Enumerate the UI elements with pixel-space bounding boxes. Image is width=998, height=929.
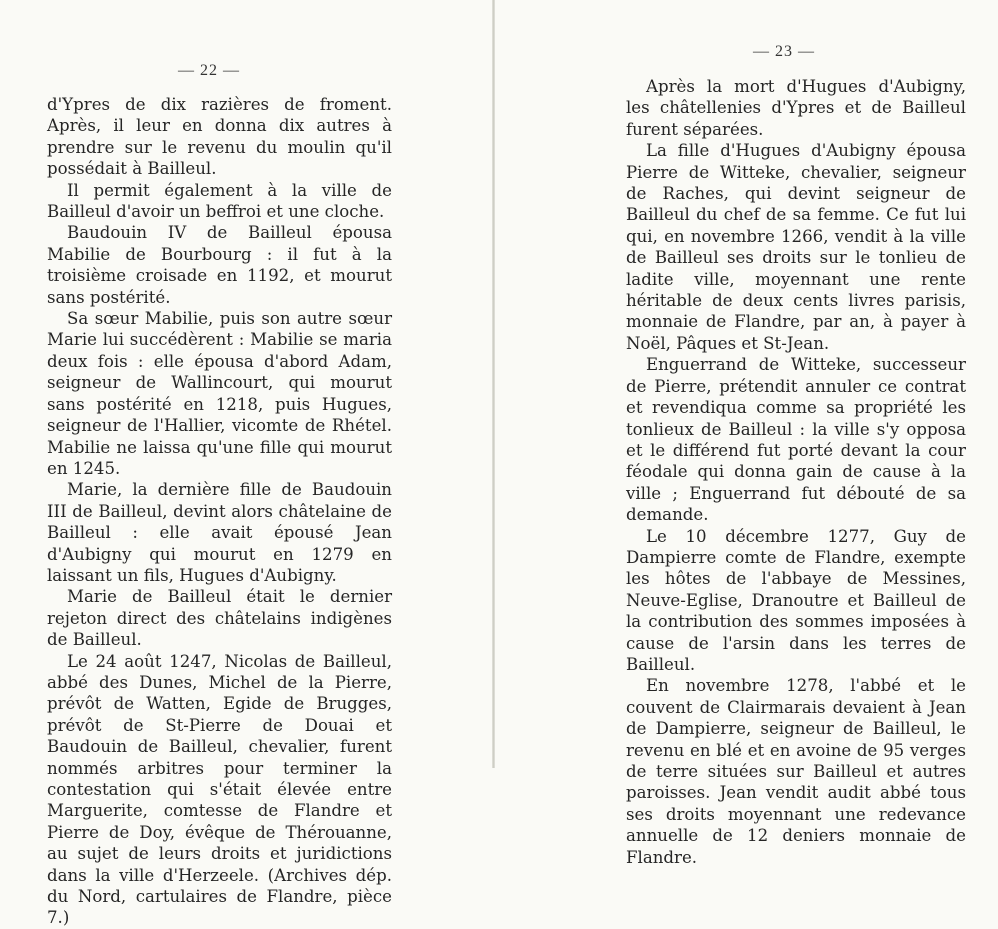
page-number: — 23 — [753,43,815,60]
paragraph: Il permit également à la ville de Bailleul d'avoir un beffroi et une cloche. [47,180,392,222]
paragraph: Le 24 août 1247, Nicolas de Bailleul, abbé des Dunes, Michel de la Pierre, prévôt de Watten, Egide de Brugges, prévôt de St-Pierre de Douai et Baudouin de Bailleul, chevalier, furent nommés arbitres pour terminer la contestation qui s'était élevée entre Marguerite, comtesse de Flandre et Pierre de Doy, évêque de Thérouanne, au sujet de leurs droits et juridictions dans la ville d'Herzeele. (Archives dép. du Nord, cartulaires de Flandre, pièce 7.) [47,651,392,928]
paragraph: Après la mort d'Hugues d'Aubigny, les châtellenies d'Ypres et de Bailleul furent séparées. [626,77,966,139]
page-body [47,94,392,929]
page-body [626,76,966,868]
paragraph: Baudouin IV de Bailleul épousa Mabilie de Bourbourg : il fut à la troisième croisade en 1192, et mourut sans postérité. [47,223,392,307]
page-number: — 22 — [178,62,240,79]
paragraph: Marie de Bailleul était le dernier rejeton direct des châtelains indigènes de Bailleul. [47,587,392,650]
paragraph: Sa sœur Mabilie, puis son autre sœur Marie lui succédèrent : Mabilie se maria deux fois : elle épousa d'abord Adam, seigneur de Wallincourt, qui mourut sans postérité en 1218, puis Hugues, seigneur de l'Hallier, vicomte de Rhétel. Mabilie ne laissa qu'une fille qui mourut en 1245. [47,309,392,478]
paragraph: Marie, la dernière fille de Baudouin III de Bailleul, devint alors châtelaine de Bailleul : elle avait épousé Jean d'Aubigny qui mourut en 1279 en laissant un fils, Hugues d'Aubigny. [47,480,392,585]
paragraph: La fille d'Hugues d'Aubigny épousa Pierre de Witteke, chevalier, seigneur de Raches, qui devint seigneur de Bailleul du chef de sa femme. Ce fut lui qui, en novembre 1266, vendit à la ville de Bailleul ses droits sur le tonlieu de ladite ville, moyennant une rente héritable de deux cents livres parisis, monnaie de Flandre, par an, à payer à Noël, Pâques et St-Jean. [626,141,966,353]
paragraph: Le 10 décembre 1277, Guy de Dampierre comte de Flandre, exempte les hôtes de l'abbaye de Messines, Neuve-Eglise, Dranoutre et Bailleul de la contribution des sommes imposées à cause de l'arsin dans les terres de Bailleul. [626,526,966,674]
book-gutter [492,0,495,768]
paragraph: Enguerrand de Witteke, successeur de Pierre, prétendit annuler ce contrat et revendiqua comme sa propriété les tonlieux de Bailleul : la ville s'y opposa et le différend fut porté devant la cour féodale qui donna gain de cause à la ville ; Enguerrand fut débouté de sa demande. [626,355,966,525]
paragraph: d'Ypres de dix razières de froment. Après, il leur en donna dix autres à prendre sur le revenu du moulin qu'il possédait à Bailleul. [47,95,392,179]
paragraph: En novembre 1278, l'abbé et le couvent de Clairmarais devaient à Jean de Dampierre, seigneur de Bailleul, le revenu en blé et en avoine de 95 verges de terre situées sur Bailleul et autres paroisses. Jean vendit audit abbé tous ses droits moyennant une redevance annuelle de 12 deniers monnaie de Flandre. [626,676,966,867]
